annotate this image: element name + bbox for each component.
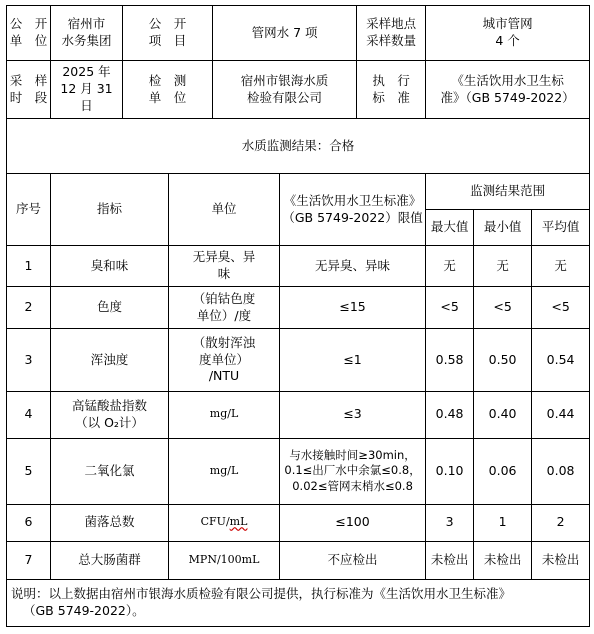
row-avg: 2 xyxy=(532,504,590,541)
publisher-value: 宿州市 水务集团 xyxy=(51,6,123,61)
row-max: 无 xyxy=(426,246,474,287)
col-header-limit: 《生活饮用水卫生标准》 （GB 5749-2022）限值 xyxy=(280,174,426,246)
row-min: 0.06 xyxy=(474,438,532,504)
row-unit: mg/L xyxy=(169,391,280,438)
row-limit: 无异臭、异味 xyxy=(280,246,426,287)
header-row-2 xyxy=(7,61,590,119)
row-max: 未检出 xyxy=(426,541,474,579)
table-row xyxy=(7,438,590,504)
col-header-range: 监测结果范围 xyxy=(426,174,590,210)
row-unit: MPN/100mL xyxy=(169,541,280,579)
table-row xyxy=(7,541,590,579)
header-row-1 xyxy=(7,6,590,61)
row-limit: 与水接触时间≥30min， 0.1≤出厂水中余氯≤0.8， 0.02≤管网末梢水≤0.8 xyxy=(280,438,426,504)
row-unit: 无异臭、异 味 xyxy=(169,246,280,287)
standard-value: 《生活饮用水卫生标 准》（GB 5749-2022） xyxy=(426,61,590,119)
table-row xyxy=(7,246,590,287)
row-min: 0.40 xyxy=(474,391,532,438)
time-label: 采 样 时 段 xyxy=(7,61,51,119)
row-unit: （铂钴色度 单位）/度 xyxy=(169,287,280,329)
row-min: 0.50 xyxy=(474,329,532,391)
row-min: 1 xyxy=(474,504,532,541)
row-indicator: 浑浊度 xyxy=(51,329,169,391)
row-indicator: 二氧化氯 xyxy=(51,438,169,504)
table-row xyxy=(7,329,590,391)
row-max: 0.10 xyxy=(426,438,474,504)
row-avg: <5 xyxy=(532,287,590,329)
row-no: 1 xyxy=(7,246,51,287)
col-header-min: 最小值 xyxy=(474,210,532,246)
row-avg: 未检出 xyxy=(532,541,590,579)
col-header-avg: 平均值 xyxy=(532,210,590,246)
row-indicator: 总大肠菌群 xyxy=(51,541,169,579)
row-limit: 不应检出 xyxy=(280,541,426,579)
testing-unit-value: 宿州市银海水质 检验有限公司 xyxy=(213,61,357,119)
project-value: 管网水 7 项 xyxy=(213,6,357,61)
table-row xyxy=(7,504,590,541)
table-row xyxy=(7,391,590,438)
row-indicator: 高锰酸盐指数 （以 O₂计） xyxy=(51,391,169,438)
col-header-unit: 单位 xyxy=(169,174,280,246)
row-avg: 0.54 xyxy=(532,329,590,391)
row-indicator: 色度 xyxy=(51,287,169,329)
result-row xyxy=(7,119,590,174)
row-min: <5 xyxy=(474,287,532,329)
publisher-label: 公 开 单 位 xyxy=(7,6,51,61)
result-text: 水质监测结果：合格 xyxy=(7,119,590,174)
row-unit: （散射浑浊 度单位） /NTU xyxy=(169,329,280,391)
row-max: 0.58 xyxy=(426,329,474,391)
row-max: 0.48 xyxy=(426,391,474,438)
row-no: 3 xyxy=(7,329,51,391)
row-avg: 0.08 xyxy=(532,438,590,504)
row-no: 2 xyxy=(7,287,51,329)
row-max: <5 xyxy=(426,287,474,329)
row-unit: mg/L xyxy=(169,438,280,504)
standard-label: 执 行 标 准 xyxy=(357,61,426,119)
row-no: 4 xyxy=(7,391,51,438)
col-header-indicator: 指标 xyxy=(51,174,169,246)
project-label: 公 开 项 目 xyxy=(123,6,213,61)
table-row xyxy=(7,287,590,329)
row-avg: 无 xyxy=(532,246,590,287)
row-unit: CFU/mL xyxy=(169,504,280,541)
row-indicator: 臭和味 xyxy=(51,246,169,287)
note-row xyxy=(7,579,590,626)
site-label: 采样地点 采样数量 xyxy=(357,6,426,61)
row-avg: 0.44 xyxy=(532,391,590,438)
row-no: 7 xyxy=(7,541,51,579)
row-limit: ≤3 xyxy=(280,391,426,438)
col-header-no: 序号 xyxy=(7,174,51,246)
row-limit: ≤15 xyxy=(280,287,426,329)
column-header-row-1 xyxy=(7,174,590,210)
row-min: 未检出 xyxy=(474,541,532,579)
note-text: 说明：以上数据由宿州市银海水质检验有限公司提供，执行标准为《生活饮用水卫生标准》 （GB 5749-2022）。 xyxy=(7,579,590,626)
col-header-max: 最大值 xyxy=(426,210,474,246)
row-min: 无 xyxy=(474,246,532,287)
row-max: 3 xyxy=(426,504,474,541)
water-quality-report-table xyxy=(6,5,590,627)
row-no: 5 xyxy=(7,438,51,504)
testing-unit-label: 检 测 单 位 xyxy=(123,61,213,119)
row-indicator: 菌落总数 xyxy=(51,504,169,541)
row-limit: ≤1 xyxy=(280,329,426,391)
site-value: 城市管网 4 个 xyxy=(426,6,590,61)
time-value: 2025 年 12 月 31 日 xyxy=(51,61,123,119)
row-limit: ≤100 xyxy=(280,504,426,541)
row-no: 6 xyxy=(7,504,51,541)
